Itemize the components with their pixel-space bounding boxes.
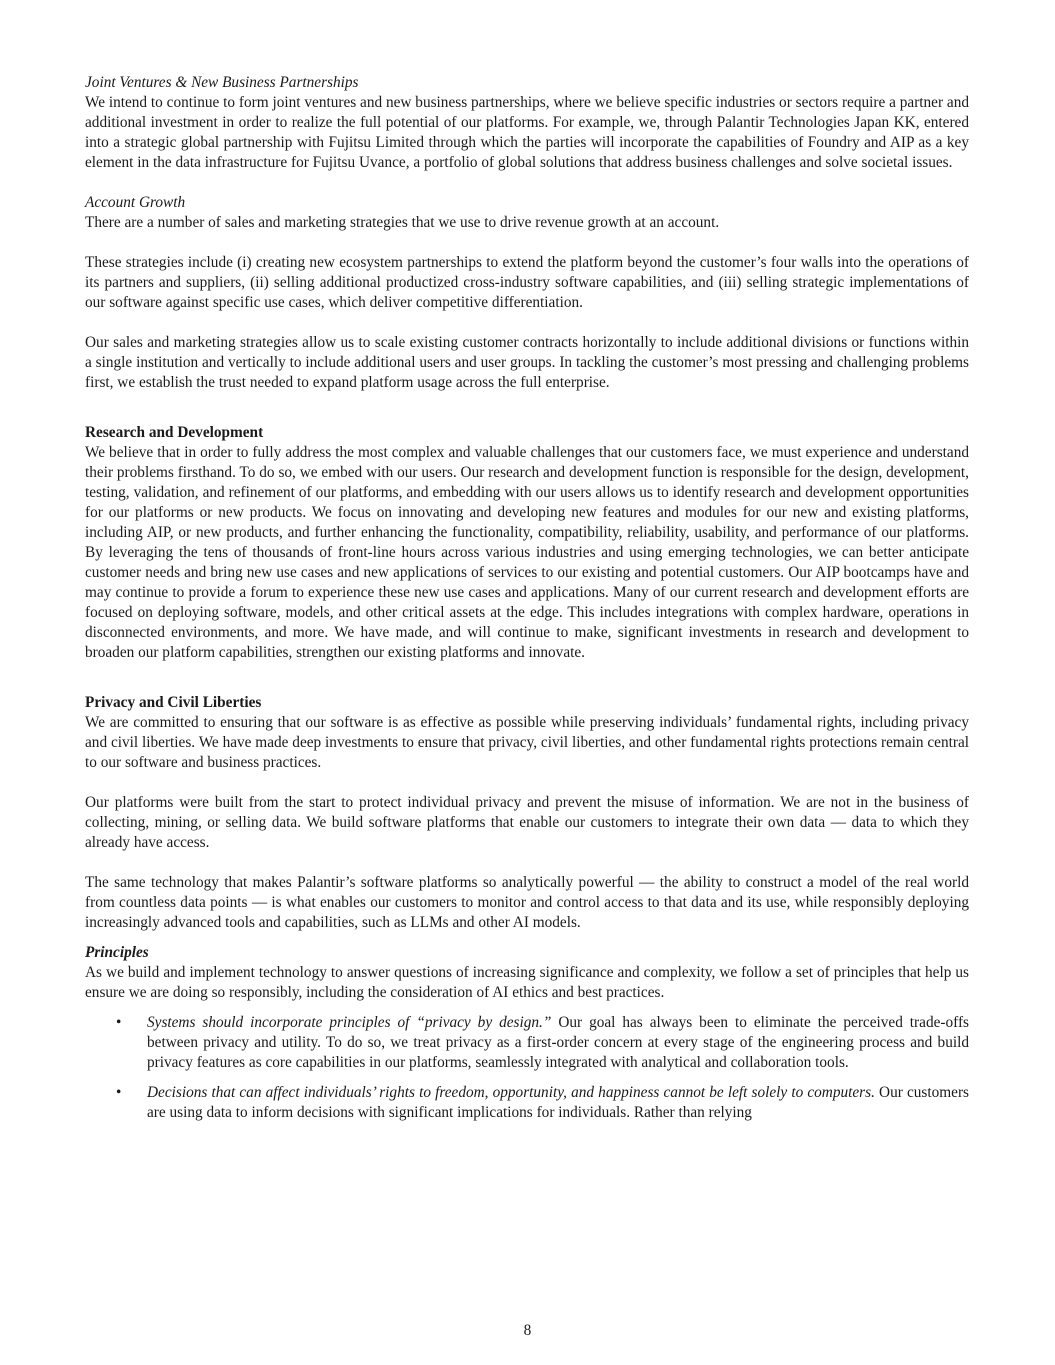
principles-list-item — [85, 1013, 969, 1073]
bullet-icon: • — [116, 1084, 122, 1101]
account-growth-paragraph: These strategies include (i) creating new ecosystem partnerships to extend the platform beyond the customer’s four walls into the operations of its partners and suppliers, (ii) selling additional productized cross-industry software capabilities, and (iii) selling strategic implementations of our software against specific use cases, which deliver competitive differentiation. — [85, 254, 969, 311]
principles-list-item — [85, 1083, 969, 1123]
privacy-paragraph: The same technology that makes Palantir’s software platforms so analytically powerful — the ability to construct a model of the real world from countless data points — is what enables our customers to monitor and control access to that data and its use, while responsibly deploying increasingly advanced tools and capabilities, such as LLMs and other AI models. — [85, 874, 969, 931]
joint-ventures-paragraph: We intend to continue to form joint ventures and new business partnerships, where we believe specific industries or sectors require a partner and additional investment in order to realize the full potential of our platforms. For example, we, through Palantir Technologies Japan KK, entered into a strategic global partnership with Fujitsu Limited through which the parties will incorporate the capabilities of Foundry and AIP as a key element in the data infrastructure for Fujitsu Uvance, a portfolio of global solutions that address business challenges and solve societal issues. — [85, 94, 969, 171]
principles-heading: Principles — [85, 944, 149, 961]
bullet-icon: • — [116, 1014, 122, 1031]
principles-intro: As we build and implement technology to answer questions of increasing significance and complexity, we follow a set of principles that help us ensure we are doing so responsibly, including the consideration of AI ethics and best practices. — [85, 964, 969, 1001]
principle-lead: Systems should incorporate principles of “privacy by design.” — [147, 1014, 552, 1031]
principles-list — [85, 1013, 969, 1123]
privacy-heading: Privacy and Civil Liberties — [85, 694, 262, 711]
account-growth-paragraph: Our sales and marketing strategies allow us to scale existing customer contracts horizontally to include additional divisions or functions within a single institution and vertically to include additional users and user groups. In tackling the customer’s most pressing and challenging problems first, we establish the trust needed to expand platform usage across the full enterprise. — [85, 334, 969, 391]
research-paragraph: We believe that in order to fully address the most complex and valuable challenges that our customers face, we must experience and understand their problems firsthand. To do so, we embed with our users. Our research and development function is responsible for the design, development, testing, validation, and refinement of our platforms, and embedding with our users allows us to identify research and development opportunities for our platforms or new products. We focus on innovating and developing new features and modules for our new and existing platforms, including AIP, or new products, and further enhancing the functionality, compatibility, reliability, usability, and performance of our platforms. By leveraging the tens of thousands of front-line hours across various industries and using emerging technologies, we can better anticipate customer needs and bring new use cases and new applications of services to our existing and potential customers. Our AIP bootcamps have and may continue to provide a forum to experience these new use cases and applications. Many of our current research and development efforts are focused on deploying software, models, and other critical assets at the edge. This includes integrations with complex hardware, operations in disconnected environments, and more. We have made, and will continue to make, significant investments in research and development to broaden our platform capabilities, strengthen our existing platforms and innovate. — [85, 444, 969, 661]
privacy-paragraph: We are committed to ensuring that our software is as effective as possible while preserving individuals’ fundamental rights, including privacy and civil liberties. We have made deep investments to ensure that privacy, civil liberties, and other fundamental rights protections remain central to our software and business practices. — [85, 714, 969, 771]
account-growth-heading: Account Growth — [85, 194, 186, 211]
document-page — [85, 73, 969, 1133]
principle-text: Our customers are using data to inform decisions with significant implications for individuals. Rather than relying — [147, 1084, 970, 1121]
privacy-paragraph: Our platforms were built from the start to protect individual privacy and prevent the misuse of information. We are not in the business of collecting, mining, or selling data. We build software platforms that enable our customers to integrate their own data — data to which they already have access. — [85, 794, 969, 851]
principle-text: Our goal has always been to eliminate the perceived trade-offs between privacy and utility. To do so, we treat privacy as a first-order concern at every stage of the engineering process and build privacy features as core capabilities in our platforms, seamlessly integrated with analytical and collaboration tools. — [147, 1014, 969, 1071]
principle-lead: Decisions that can affect individuals’ rights to freedom, opportunity, and happiness cannot be left solely to computers. — [147, 1084, 875, 1101]
account-growth-paragraph: There are a number of sales and marketing strategies that we use to drive revenue growth at an account. — [85, 214, 720, 231]
page-number: 8 — [523, 1322, 532, 1339]
joint-ventures-heading: Joint Ventures & New Business Partnerships — [85, 74, 359, 91]
research-heading: Research and Development — [85, 424, 264, 441]
